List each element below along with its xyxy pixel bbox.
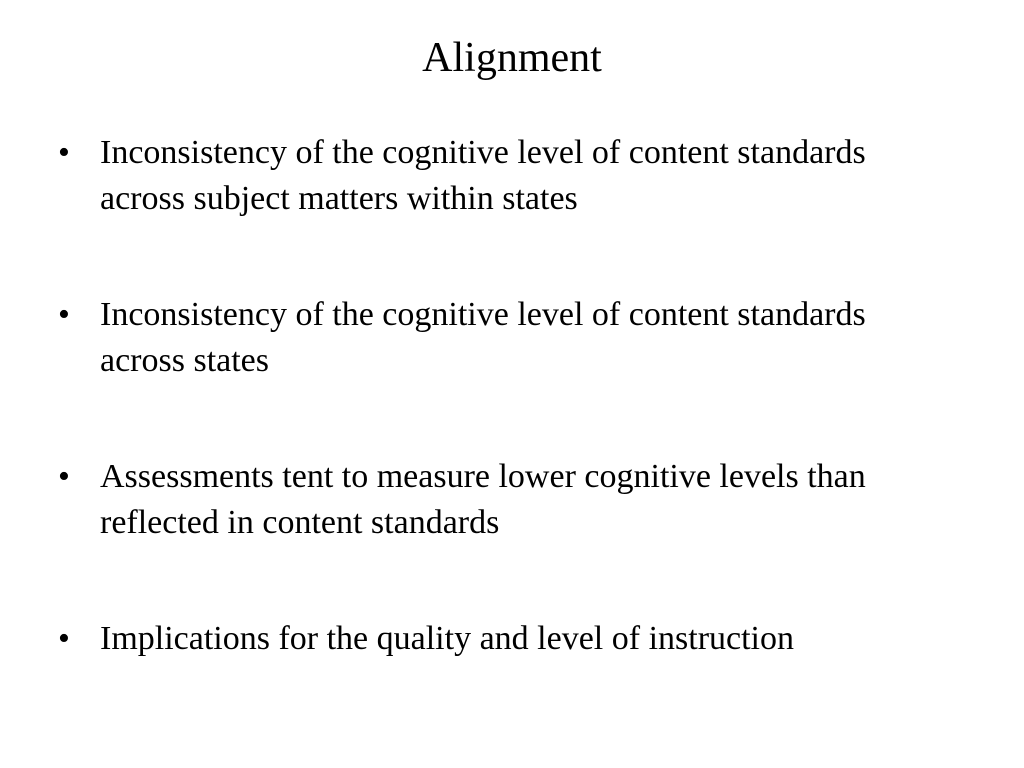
bullet-item [58, 130, 958, 222]
bullet-icon: • [58, 296, 70, 333]
slide-title: Alignment [422, 35, 602, 81]
bullet-item [58, 616, 958, 662]
bullet-item [58, 292, 958, 384]
bullet-text: Assessments tent to measure lower cognitive levels than reflected in content standards [100, 458, 866, 541]
bullet-item [58, 454, 958, 546]
bullet-text: Inconsistency of the cognitive level of content standards across states [100, 296, 866, 379]
bullet-icon: • [58, 620, 70, 657]
bullet-icon: • [58, 458, 70, 495]
bullet-text: Inconsistency of the cognitive level of content standards across subject matters within states [100, 134, 866, 217]
bullet-icon: • [58, 134, 70, 171]
bullet-list [58, 130, 958, 662]
bullet-text: Implications for the quality and level of instruction [100, 620, 794, 657]
